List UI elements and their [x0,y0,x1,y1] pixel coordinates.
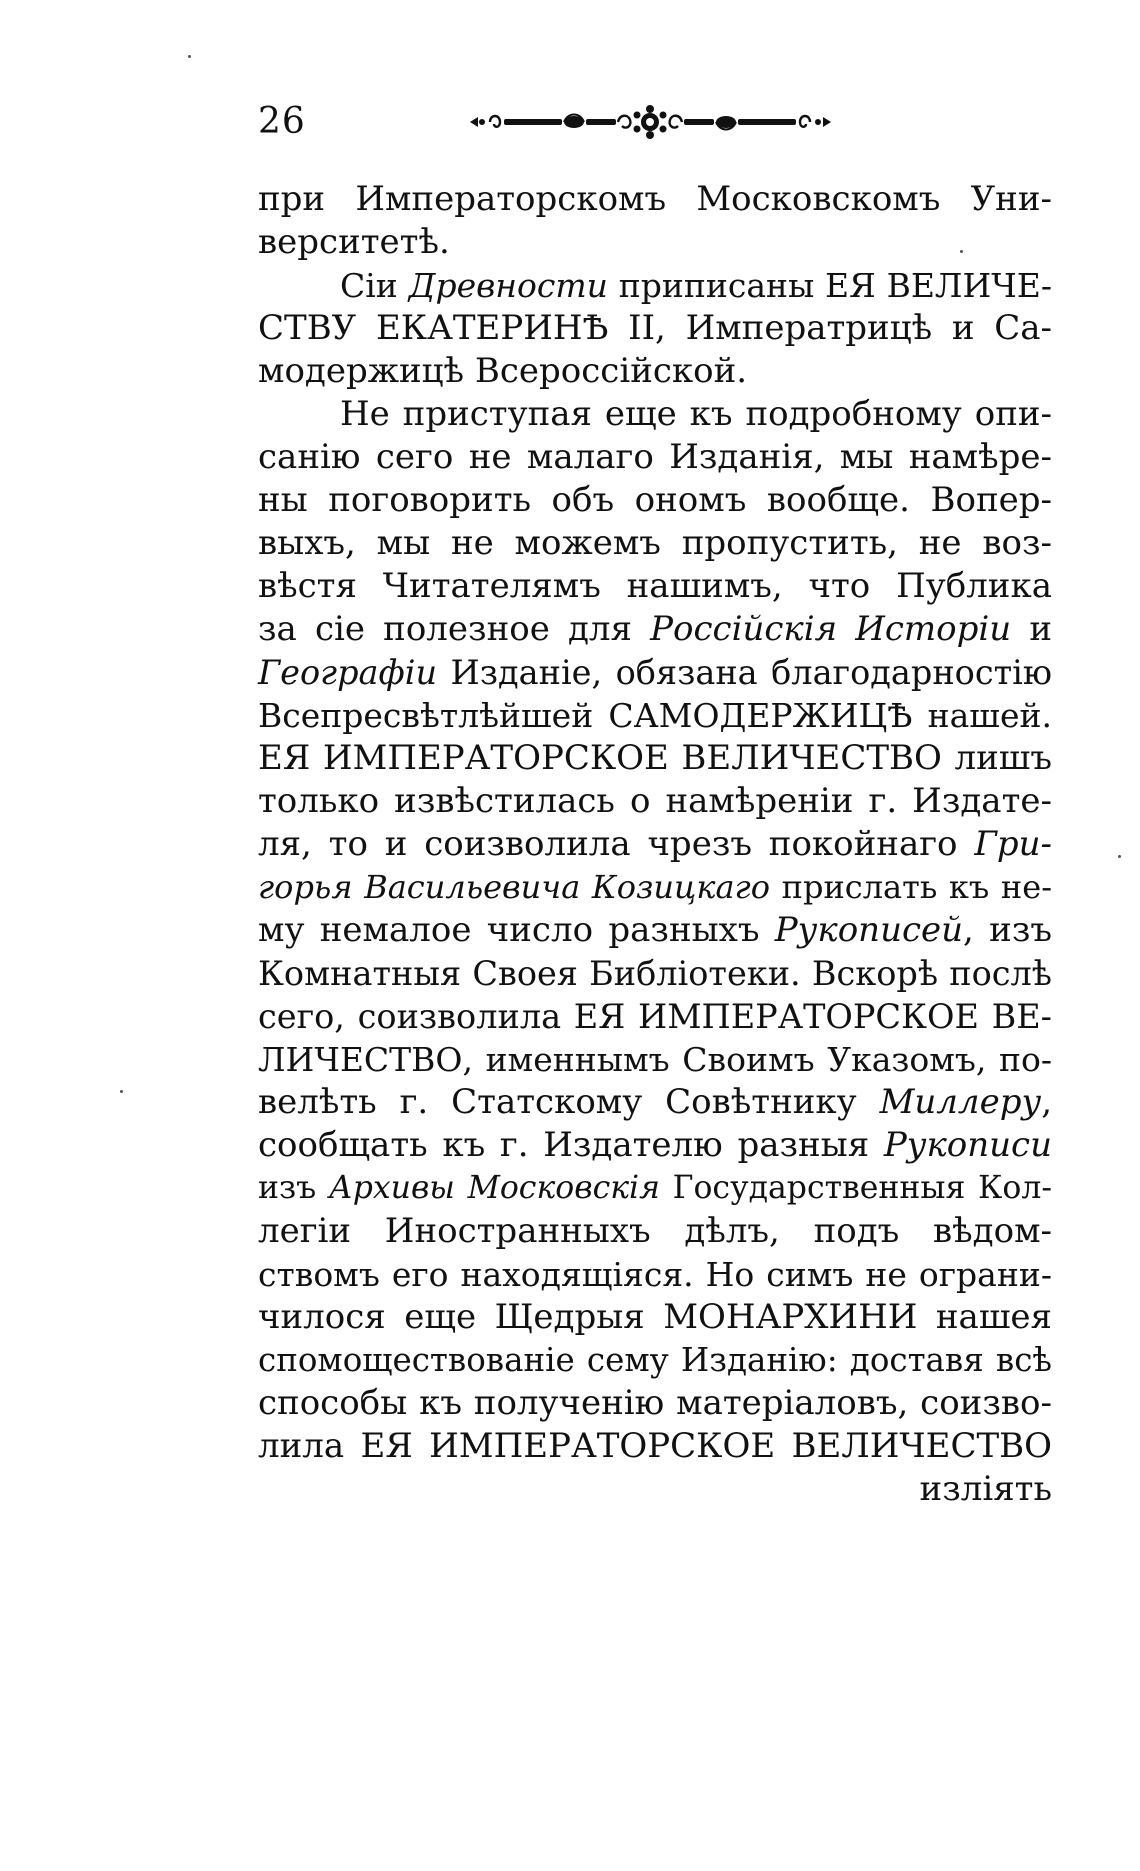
text-segment: Изданіе, обязана благодарностію [437,653,1052,692]
body-text [258,178,1052,1511]
text-segment: только извѣстилась о намѣреніи г. Издате- [258,781,1052,821]
page-header [258,98,1052,146]
text-segment: му немалое число разныхъ [258,910,775,950]
text-segment: приписаны ЕЯ ВЕЛИЧЕ- [607,266,1052,305]
text-segment: прислать къ не- [769,868,1053,906]
text-line [258,1081,1052,1124]
italic-text-segment: Рукописи [883,1125,1052,1165]
italic-text-segment: горья Васильевича Козицкаго [258,868,770,906]
italic-text-segment: Гри- [974,824,1052,864]
italic-text-segment: Архивы Московскія [328,1170,660,1206]
text-line [258,737,1052,780]
text-line [258,264,1052,307]
text-segment: вѣстя Читателямъ нашимъ, что Публика [258,566,1052,606]
text-line [258,350,1052,393]
scan-speck [188,55,191,58]
text-line [258,522,1052,565]
catchword: изліять [919,1469,1052,1509]
text-line [258,780,1052,823]
text-segment: велѣть г. Статскому Совѣтнику [258,1082,880,1122]
text-line [258,1296,1052,1339]
text-line [258,608,1052,651]
scan-speck [1118,855,1121,858]
text-segment: ствомъ его находящіяся. Но симъ не ограни- [258,1255,1052,1294]
text-segment: сего, соизволила ЕЯ ИМПЕРАТОРСКОЕ ВЕ- [258,997,1052,1036]
text-segment: лила ЕЯ ИМПЕРАТОРСКОЕ ВЕЛИЧЕСТВО [258,1426,1052,1466]
text-line [258,823,1052,866]
text-segment: санію сего не малаго Изданія, мы намѣре- [258,437,1052,477]
text-line [258,307,1052,350]
text-line [258,866,1052,909]
text-segment: за сіе полезное для [258,609,651,649]
text-line [258,221,1052,264]
text-line [258,1124,1052,1167]
text-segment: Сіи [340,266,409,305]
text-segment: Комнатныя Своея Библіотеки. Вскорѣ послѣ [258,954,1052,993]
text-segment: ля, то и соизволила чрезъ покойнаго [258,824,975,864]
italic-text-segment: Рукописей [774,910,964,950]
text-segment: спомоществованіе сему Изданію: доставя всѣ [258,1341,1052,1379]
text-segment: сообщать къ г. Издателю разныя [258,1125,884,1165]
italic-text-segment: Географіи [258,653,438,692]
text-segment: при Императорскомъ Московскомъ Уни- [258,179,1052,219]
text-line [258,565,1052,608]
text-segment: ЛИЧЕСТВО, именнымъ Своимъ Указомъ, по- [258,1040,1052,1079]
text-segment: СТВУ ЕКАТЕРИНѢ II, Императрицѣ и Са- [258,308,1052,348]
text-line [258,436,1052,479]
italic-text-segment: Миллеру [879,1082,1042,1122]
text-segment: выхъ, мы не можемъ пропустить, не воз- [258,523,1052,563]
text-line [258,1167,1052,1210]
italic-text-segment: Россійскія Исторіи [650,609,1012,649]
text-segment: и [1011,609,1053,649]
text-segment: ЕЯ ИМПЕРАТОРСКОЕ ВЕЛИЧЕСТВО лишъ [258,738,1052,778]
text-line [258,1425,1052,1468]
text-line [258,909,1052,952]
italic-text-segment: Древности [408,266,608,305]
text-segment: способы къ полученію матеріаловъ, соизво- [258,1383,1052,1423]
decorative-headpiece-icon [468,104,833,140]
text-segment: изъ [258,1170,329,1206]
text-segment: легіи Иностранныхъ дѣлъ, подъ вѣдом- [258,1211,1052,1251]
text-segment: ны поговорить объ ономъ вообще. Вопер- [258,480,1052,520]
page-number: 26 [258,101,306,142]
text-segment: Государственныя Кол- [659,1170,1052,1206]
text-segment: модержицѣ Всероссійской. [258,351,748,391]
text-line [258,1253,1052,1296]
text-line [258,694,1052,737]
text-line [258,651,1052,694]
text-line [258,995,1052,1038]
scan-speck [960,250,963,253]
text-line [258,178,1052,221]
text-segment: Не приступая еще къ подробному опи- [340,394,1052,434]
text-segment: Всепресвѣтлѣйшей САМОДЕРЖИЦѢ нашей. [258,696,1052,735]
text-line [258,1038,1052,1081]
text-line [258,1339,1052,1382]
text-segment: чилося еще Щедрыя МОНАРХИНИ нашея [258,1297,1052,1337]
text-line [258,952,1052,995]
scan-speck [120,1090,123,1093]
text-segment: верситетѣ. [258,222,450,262]
text-line [258,479,1052,522]
text-line [258,1382,1052,1425]
text-segment: , [1041,1082,1052,1122]
text-segment: , изъ [963,910,1052,950]
text-line [258,1210,1052,1253]
text-line [258,393,1052,436]
